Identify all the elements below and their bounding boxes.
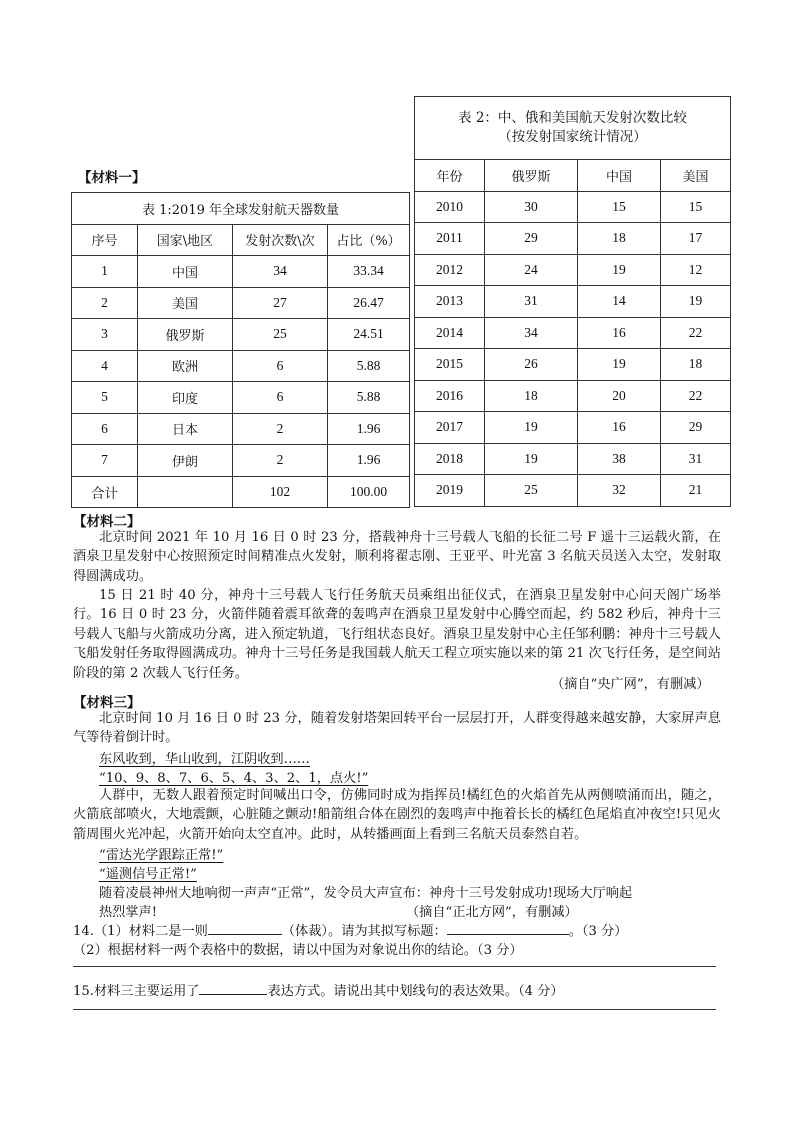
- table2-header-cell: 中国: [578, 160, 661, 192]
- q14-genre-blank[interactable]: [208, 920, 282, 935]
- table-row: [72, 287, 410, 319]
- table2-cell: 14: [578, 286, 661, 318]
- table2-cell: 19: [578, 349, 661, 381]
- table2-cell: 2011: [415, 223, 485, 255]
- table2-title: [415, 97, 731, 160]
- q14-text-a: 14.（1）材料二是一则: [73, 924, 208, 939]
- table2-cell: 29: [661, 412, 731, 444]
- table2-cell: 2014: [415, 317, 485, 349]
- table1-cell: 5.88: [328, 350, 410, 382]
- q14-text-c: 。（3 分）: [568, 924, 628, 939]
- table1-cell: 25: [233, 319, 328, 351]
- table-row: [72, 256, 410, 288]
- table2-cell: 15: [661, 191, 731, 223]
- answer-line-14[interactable]: [73, 966, 716, 967]
- table2-cell: 2019: [415, 475, 485, 507]
- material2-source: （摘自“央广网”，有删减）: [551, 677, 710, 692]
- material2-label: 【材料二】: [73, 514, 141, 530]
- table1-header-cell: 发射次数\次: [233, 224, 328, 256]
- material3-paragraph-1: 北京时间 10 月 16 日 0 时 23 分，随着发射塔架回转平台一层层打开，人群变得越来越安静，大家屏声息气等待着倒计时。: [73, 711, 721, 746]
- table-row: [72, 319, 410, 351]
- table-row: [415, 443, 731, 475]
- table1-header-cell: 国家\地区: [138, 224, 233, 256]
- table2-cell: 19: [661, 286, 731, 318]
- table2-cell: 26: [485, 349, 578, 381]
- table2-cell: 25: [485, 475, 578, 507]
- material1-label: 【材料一】: [78, 170, 146, 186]
- table-row: [72, 413, 410, 445]
- table2-cell: 15: [578, 191, 661, 223]
- table2-cell: 18: [661, 349, 731, 381]
- table2-cell: 2010: [415, 191, 485, 223]
- q14-text-b: （体裁）。请为其拟写标题：: [281, 924, 447, 939]
- material3-line-4: “遥测信号正常!”: [99, 867, 197, 882]
- table-row: [415, 191, 731, 223]
- table2-cell: 18: [485, 380, 578, 412]
- table2-header-row: [415, 160, 731, 192]
- table2-cell: 29: [485, 223, 578, 255]
- table-row: [415, 412, 731, 444]
- table1-cell: 合计: [72, 476, 138, 508]
- table1-cell: 5.88: [328, 382, 410, 414]
- table1-cell: 2: [233, 413, 328, 445]
- table2-cell: 12: [661, 254, 731, 286]
- table-row: [415, 317, 731, 349]
- material2-paragraph-1: 北京时间 2021 年 10 月 16 日 0 时 23 分，搭载神舟十三号载人飞船的长征二号 F 遥十三运载火箭，在酒泉卫星发射中心按照预定时间精准点火发射，顺利将翟志刚、王亚平、叶光富 3 名航天员送入太空，发射取得圆满成功。: [73, 530, 721, 584]
- table2-cell: 2017: [415, 412, 485, 444]
- table1-cell: 6: [72, 413, 138, 445]
- table1: [71, 192, 410, 508]
- table2: [414, 96, 731, 507]
- table1-cell: 美国: [138, 287, 233, 319]
- table-row: [415, 475, 731, 507]
- table-row: [415, 349, 731, 381]
- table2-cell: 2018: [415, 443, 485, 475]
- table2-cell: 24: [485, 254, 578, 286]
- table1-cell: 日本: [138, 413, 233, 445]
- table1-cell: 中国: [138, 256, 233, 288]
- question-15: [73, 980, 564, 999]
- q15-text-a: 15.材料三主要运用了: [73, 984, 200, 999]
- table1-cell: 俄罗斯: [138, 319, 233, 351]
- material3-source: （摘自“正北方网”，有删减）: [406, 905, 578, 920]
- table2-title-line1: 表 2：中、俄和美国航天发射次数比较: [458, 110, 687, 126]
- table1-cell: 27: [233, 287, 328, 319]
- table1-header-cell: 占比（%）: [328, 224, 410, 256]
- table1-title: 表 1:2019 年全球发射航天器数量: [72, 193, 410, 225]
- table2-cell: 32: [578, 475, 661, 507]
- table2-cell: 20: [578, 380, 661, 412]
- table2-title-line2: （按发射国家统计情况）: [498, 129, 647, 145]
- table2-cell: 19: [485, 443, 578, 475]
- table1-cell: 4: [72, 350, 138, 382]
- table1-cell: 100.00: [328, 476, 410, 508]
- table2-cell: 2015: [415, 349, 485, 381]
- q14-title-blank[interactable]: [447, 920, 569, 935]
- answer-line-15[interactable]: [73, 1009, 716, 1010]
- table1-cell: 34: [233, 256, 328, 288]
- table2-header-cell: 俄罗斯: [485, 160, 578, 192]
- question-14-2: （2）根据材料一两个表格中的数据，请以中国为对象说出你的结论。（3 分）: [73, 943, 523, 958]
- table2-cell: 16: [578, 412, 661, 444]
- table1-cell: 印度: [138, 382, 233, 414]
- table2-cell: 16: [578, 317, 661, 349]
- table2-cell: 22: [661, 380, 731, 412]
- table2-cell: 19: [485, 412, 578, 444]
- table2-cell: 38: [578, 443, 661, 475]
- material3-line-1: 东风收到，华山收到，江阴收到……: [99, 752, 310, 767]
- table1-cell: 26.47: [328, 287, 410, 319]
- material3-line-3: “雷达光学跟踪正常!”: [99, 848, 224, 863]
- table-row: [72, 382, 410, 414]
- table1-cell: 2: [233, 445, 328, 477]
- table1-cell: 3: [72, 319, 138, 351]
- table1-cell: 欧洲: [138, 350, 233, 382]
- material3-line-2: “10、9、8、7、6、5、4、3、2、1，点火!”: [99, 771, 369, 786]
- table2-cell: 2016: [415, 380, 485, 412]
- table2-cell: 31: [661, 443, 731, 475]
- table1-cell: 102: [233, 476, 328, 508]
- table1-header-row: [72, 224, 410, 256]
- table1-cell: 24.51: [328, 319, 410, 351]
- table2-header-cell: 美国: [661, 160, 731, 192]
- table1-cell: 33.34: [328, 256, 410, 288]
- table2-cell: 21: [661, 475, 731, 507]
- table1-cell: 7: [72, 445, 138, 477]
- table2-cell: 31: [485, 286, 578, 318]
- table-row: [415, 254, 731, 286]
- q15-blank[interactable]: [199, 980, 267, 995]
- table2-cell: 19: [578, 254, 661, 286]
- table-row: [72, 445, 410, 477]
- q15-text-b: 表达方式。请说出其中划线句的表达效果。（4 分）: [267, 984, 564, 999]
- table1-header-cell: 序号: [72, 224, 138, 256]
- table2-cell: 2013: [415, 286, 485, 318]
- table2-cell: 17: [661, 223, 731, 255]
- material3-paragraph-2: 人群中，无数人跟着预定时间喊出口令，仿佛同时成为指挥员!橘红色的火焰首先从两侧喷涌而出，随之，火箭底部喷火，大地震颤，心脏随之颤动!船箭组合体在剧烈的轰鸣声中拖着长长的橘红色尾焰直冲夜空!只见火箭周围火光冲起，火箭开始向太空直冲。此时，从转播画面上看到三名航天员泰然自若。: [73, 788, 721, 842]
- table2-cell: 30: [485, 191, 578, 223]
- table1-cell: 2: [72, 287, 138, 319]
- table2-cell: 34: [485, 317, 578, 349]
- table1-cell: 6: [233, 382, 328, 414]
- table-row: [415, 223, 731, 255]
- table-row: [415, 380, 731, 412]
- material3-line-6: 热烈掌声!: [99, 905, 158, 920]
- table1-cell: 1: [72, 256, 138, 288]
- material2-paragraph-2: 15 日 21 时 40 分，神舟十三号载人飞行任务航天员乘组出征仪式，在酒泉卫星发射中心问天阁广场举行。16 日 0 时 23 分，火箭伴随着震耳欲聋的轰鸣声在酒泉卫星发射中心腾空而起，约 582 秒后，神舟十三号载人飞船与火箭成功分离，进入预定轨道，飞行组状态良好。酒泉卫星发射中心主任邹利鹏：神舟十三号载人飞船发射任务取得圆满成功。神舟十三号任务是我国载人航天工程立项实施以来的第 21 次飞行任务，是空间站阶段的第 2 次载人飞行任务。: [73, 588, 721, 681]
- table1-cell: 伊朗: [138, 445, 233, 477]
- table1-cell: [138, 476, 233, 508]
- table-row: [72, 476, 410, 508]
- table2-cell: 18: [578, 223, 661, 255]
- table2-cell: 22: [661, 317, 731, 349]
- table1-cell: 6: [233, 350, 328, 382]
- table1-cell: 1.96: [328, 413, 410, 445]
- table1-cell: 1.96: [328, 445, 410, 477]
- table1-cell: 5: [72, 382, 138, 414]
- material3-label: 【材料三】: [73, 695, 141, 711]
- material3-line-5: 随着凌晨神州大地响彻一声声“正常”，发令员大声宣布：神舟十三号发射成功!现场大厅响起: [99, 886, 633, 901]
- table2-header-cell: 年份: [415, 160, 485, 192]
- table2-cell: 2012: [415, 254, 485, 286]
- question-14-1: [73, 920, 627, 939]
- table-row: [415, 286, 731, 318]
- table-row: [72, 350, 410, 382]
